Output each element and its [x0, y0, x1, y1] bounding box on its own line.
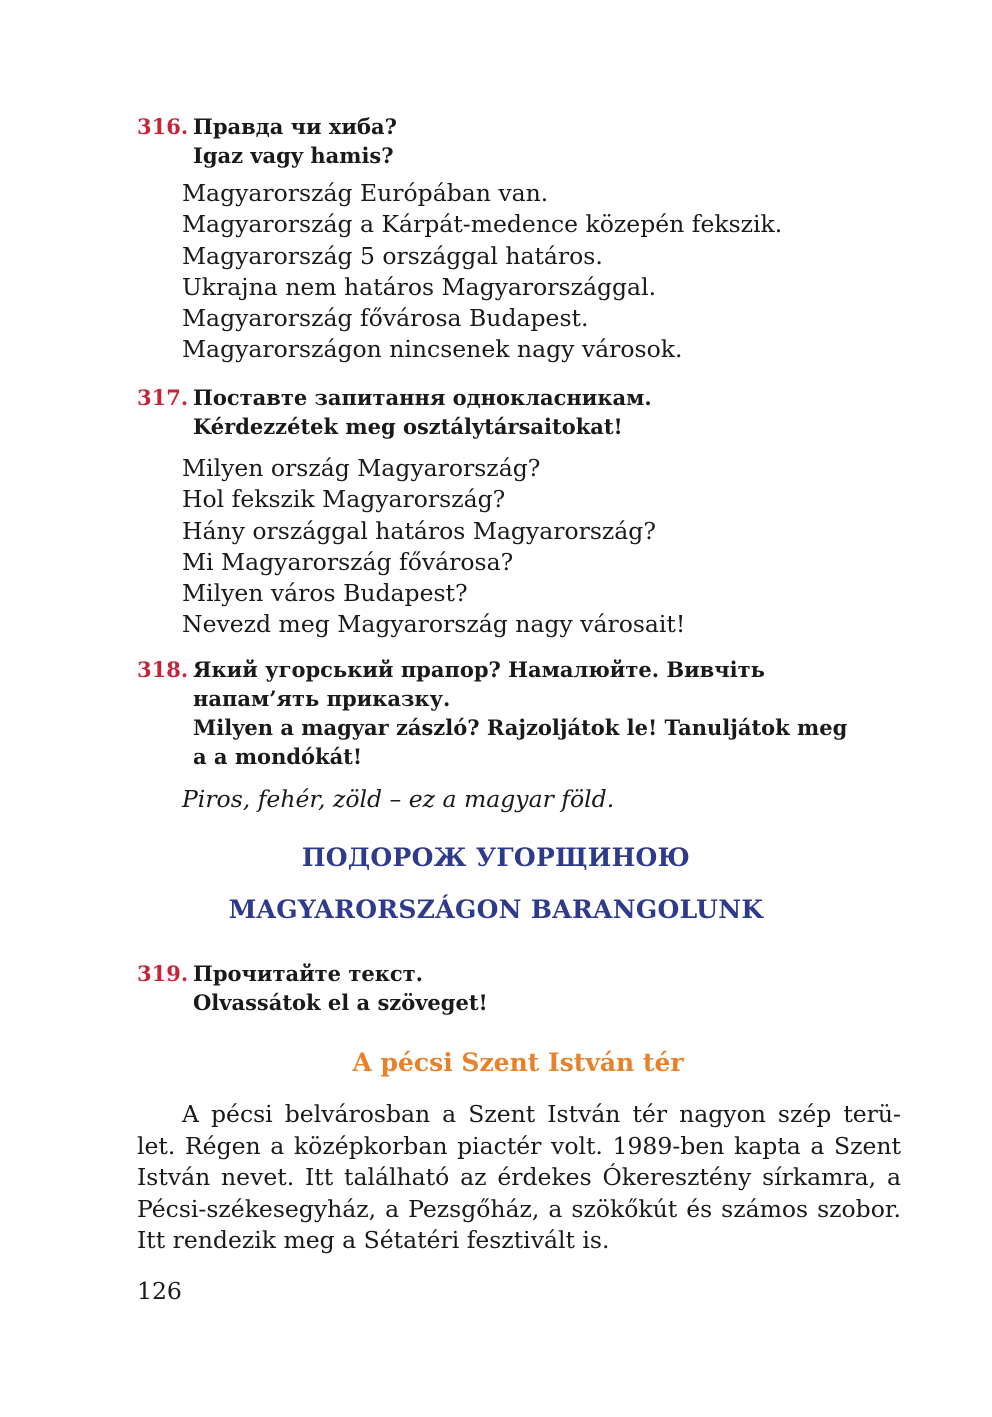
statement-line: Magyarországon nincsenek nagy városok. [182, 335, 683, 364]
exercise-317-questions [182, 453, 902, 641]
question-line: Hány országgal határos Magyarország? [182, 516, 656, 545]
exercise-316-statements [182, 178, 902, 366]
instruction-ua: Поставте запитання однокласникам. [193, 385, 652, 410]
question-line: Mi Magyarország fővárosa? [182, 547, 514, 576]
exercise-number: 319. [137, 961, 189, 986]
instruction-ua: Правда чи хиба? [193, 114, 397, 139]
instruction-hu: Milyen a magyar zászló? Rajzoljátok le! Tanuljátok meg [193, 715, 848, 740]
rhyme-text: Piros, fehér, zöld – ez a magyar föld. [182, 785, 615, 813]
exercise-instructions [193, 383, 905, 441]
section-title-hu: MAGYARORSZÁGON BARANGOLUNK [228, 895, 764, 924]
section-title-ua: ПОДОРОЖ УГОРЩИНОЮ [301, 843, 691, 872]
exercise-instructions [193, 655, 905, 771]
exercise-instructions [193, 959, 905, 1017]
page-number: 126 [137, 1277, 182, 1305]
question-line: Milyen város Budapest? [182, 579, 468, 608]
instruction-hu: Igaz vagy hamis? [193, 143, 394, 168]
statement-line: Magyarország 5 országgal határos. [182, 241, 603, 270]
paragraph-line: A pécsi belvárosban a Szent István tér nagyon szép terü- [182, 1100, 901, 1128]
paragraph-line: István nevet. Itt található az érdekes Ókeresztény sírkamra, a [137, 1163, 901, 1192]
reading-title: A pécsi Szent István tér [352, 1048, 684, 1077]
paragraph-line: let. Régen a középkorban piactér volt. 1989-ben kapta a Szent [137, 1131, 901, 1160]
paragraph-line: Pécsi-székesegyház, a Pezsgőház, a szökőkút és számos szobor. [137, 1194, 901, 1223]
exercise-instructions [193, 112, 905, 170]
statement-line: Magyarország a Kárpát-medence közepén fekszik. [182, 210, 783, 239]
instruction-hu: Olvassátok el a szöveget! [193, 990, 488, 1015]
statement-line: Ukrajna nem határos Magyarországgal. [182, 272, 657, 301]
instruction-hu: a a mondókát! [193, 744, 363, 769]
question-line: Hol fekszik Magyarország? [182, 485, 506, 514]
exercise-number: 317. [137, 385, 189, 410]
statement-line: Magyarország fővárosa Budapest. [182, 304, 589, 333]
instruction-ua: Прочитайте текст. [193, 961, 423, 986]
instruction-ua: Який угорський прапор? Намалюйте. Вивчіть [193, 657, 765, 682]
question-line: Milyen ország Magyarország? [182, 454, 541, 482]
question-line: Nevezd meg Magyarország nagy városait! [182, 610, 686, 639]
instruction-hu: Kérdezzétek meg osztálytársaitokat! [193, 414, 623, 439]
statement-line: Magyarország Európában van. [182, 179, 549, 207]
exercise-number: 318. [137, 657, 189, 682]
exercise-number: 316. [137, 114, 189, 139]
paragraph-line: Itt rendezik meg a Sétatéri fesztivált is. [137, 1226, 610, 1255]
instruction-ua: напам’ять приказку. [193, 686, 451, 711]
reading-paragraph [137, 1099, 901, 1257]
